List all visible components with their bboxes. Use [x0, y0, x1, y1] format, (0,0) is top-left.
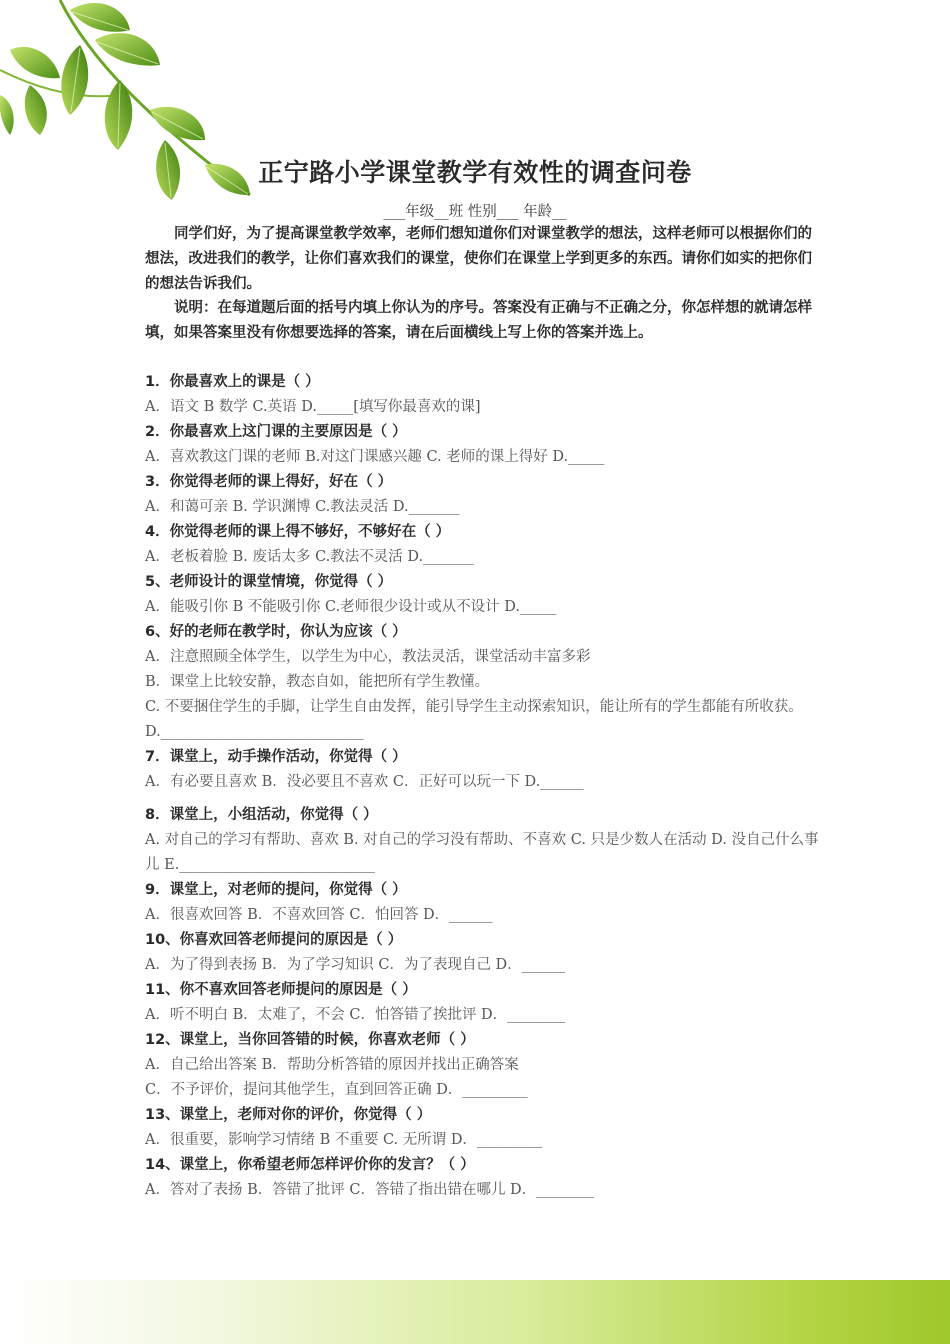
question-text: 2．你最喜欢上这门课的主要原因是（ ） [145, 424, 407, 440]
question-text: 12、课堂上，当你回答错的时候，你喜欢老师（ ） [145, 1032, 475, 1048]
spacer [145, 795, 825, 803]
answer-options: A．能吸引你 B 不能吸引你 C.老师很少设计或从不设计 D._____ [145, 599, 557, 615]
answer-options: B．课堂上比较安静，教态自如，能把所有学生教懂。 [145, 674, 490, 690]
intro-instructions: 说明：在每道题后面的括号内填上你认为的序号。答案没有正确与不正确之分，你怎样想的就请怎样填，如果答案里没有你想要选择的答案，请在后面横线上写上你的答案并选上。 [145, 300, 812, 341]
student-info-line: ___年级__班 性别___ 年龄__ [383, 204, 567, 220]
question-text: 5、老师设计的课堂情境，你觉得（ ） [145, 574, 393, 590]
question-list [145, 370, 825, 1203]
question-text: 8．课堂上，小组活动，你觉得（ ） [145, 807, 378, 823]
answer-options: A．有必要且喜欢 B．没必要且不喜欢 C．正好可以玩一下 D.______ [145, 774, 584, 790]
answer-options: A．和蔼可亲 B. 学识渊博 C.教法灵活 D._______ [145, 499, 460, 515]
footer-gradient-band [0, 1280, 950, 1344]
answer-options: C．不予评价，提问其他学生，直到回答正确 D．_________ [145, 1082, 528, 1098]
answer-options: A．很喜欢回答 B．不喜欢回答 C．怕回答 D．______ [145, 907, 493, 923]
question-text: 14、课堂上，你希望老师怎样评价你的发言？（ ） [145, 1157, 475, 1173]
question-text: 1．你最喜欢上的课是（ ） [145, 374, 320, 390]
answer-options: A. 对自己的学习有帮助、喜欢 B. 对自己的学习没有帮助、不喜欢 C. 只是少数人在活动 D. 没自己什么事儿 E.___________________________ [145, 832, 819, 873]
answer-options: A．听不明白 B．太难了，不会 C．怕答错了挨批评 D．________ [145, 1007, 566, 1023]
answer-options: A．注意照顾全体学生，以学生为中心，教法灵活，课堂活动丰富多彩 [145, 649, 591, 665]
answer-options: A．为了得到表扬 B．为了学习知识 C．为了表现自己 D．______ [145, 957, 566, 973]
question-text: 4．你觉得老师的课上得不够好，不够好在（ ） [145, 524, 451, 540]
answer-options: A．自己给出答案 B．帮助分析答错的原因并找出正确答案 [145, 1057, 519, 1073]
answer-options: A．很重要，影响学习情绪 B 不重要 C. 无所谓 D．_________ [145, 1132, 543, 1148]
question-text: 6、好的老师在教学时，你认为应该（ ） [145, 624, 407, 640]
question-text: 11、你不喜欢回答老师提问的原因是（ ） [145, 982, 417, 998]
answer-options: A．答对了表扬 B．答错了批评 C．答错了指出错在哪儿 D．________ [145, 1182, 595, 1198]
page-title: 正宁路小学课堂教学有效性的调查问卷 [258, 158, 692, 187]
question-text: 7．课堂上，动手操作活动，你觉得（ ） [145, 749, 407, 765]
answer-options: A．老板着脸 B. 废话太多 C.教法不灵活 D._______ [145, 549, 474, 565]
question-text: 9．课堂上，对老师的提问，你觉得（ ） [145, 882, 407, 898]
question-text: 10、你喜欢回答老师提问的原因是（ ） [145, 932, 403, 948]
question-text: 13、课堂上，老师对你的评价，你觉得（ ） [145, 1107, 432, 1123]
answer-options: C. 不要捆住学生的手脚，让学生自由发挥，能引导学生主动探索知识，能让所有的学生都能有所收获。D.____________________________ [145, 699, 803, 740]
intro-greeting: 同学们好，为了提高课堂教学效率，老师们想知道你们对课堂教学的想法，这样老师可以根据你们的想法，改进我们的教学，让你们喜欢我们的课堂，使你们在课堂上学到更多的东西。请你们如实的把你们的想法告诉我们。 [145, 226, 812, 292]
answer-options: A．语文 B 数学 C.英语 D._____[填写你最喜欢的课] [145, 399, 481, 415]
question-text: 3．你觉得老师的课上得好，好在（ ） [145, 474, 393, 490]
answer-options: A．喜欢教这门课的老师 B.对这门课感兴趣 C. 老师的课上得好 D._____ [145, 449, 605, 465]
